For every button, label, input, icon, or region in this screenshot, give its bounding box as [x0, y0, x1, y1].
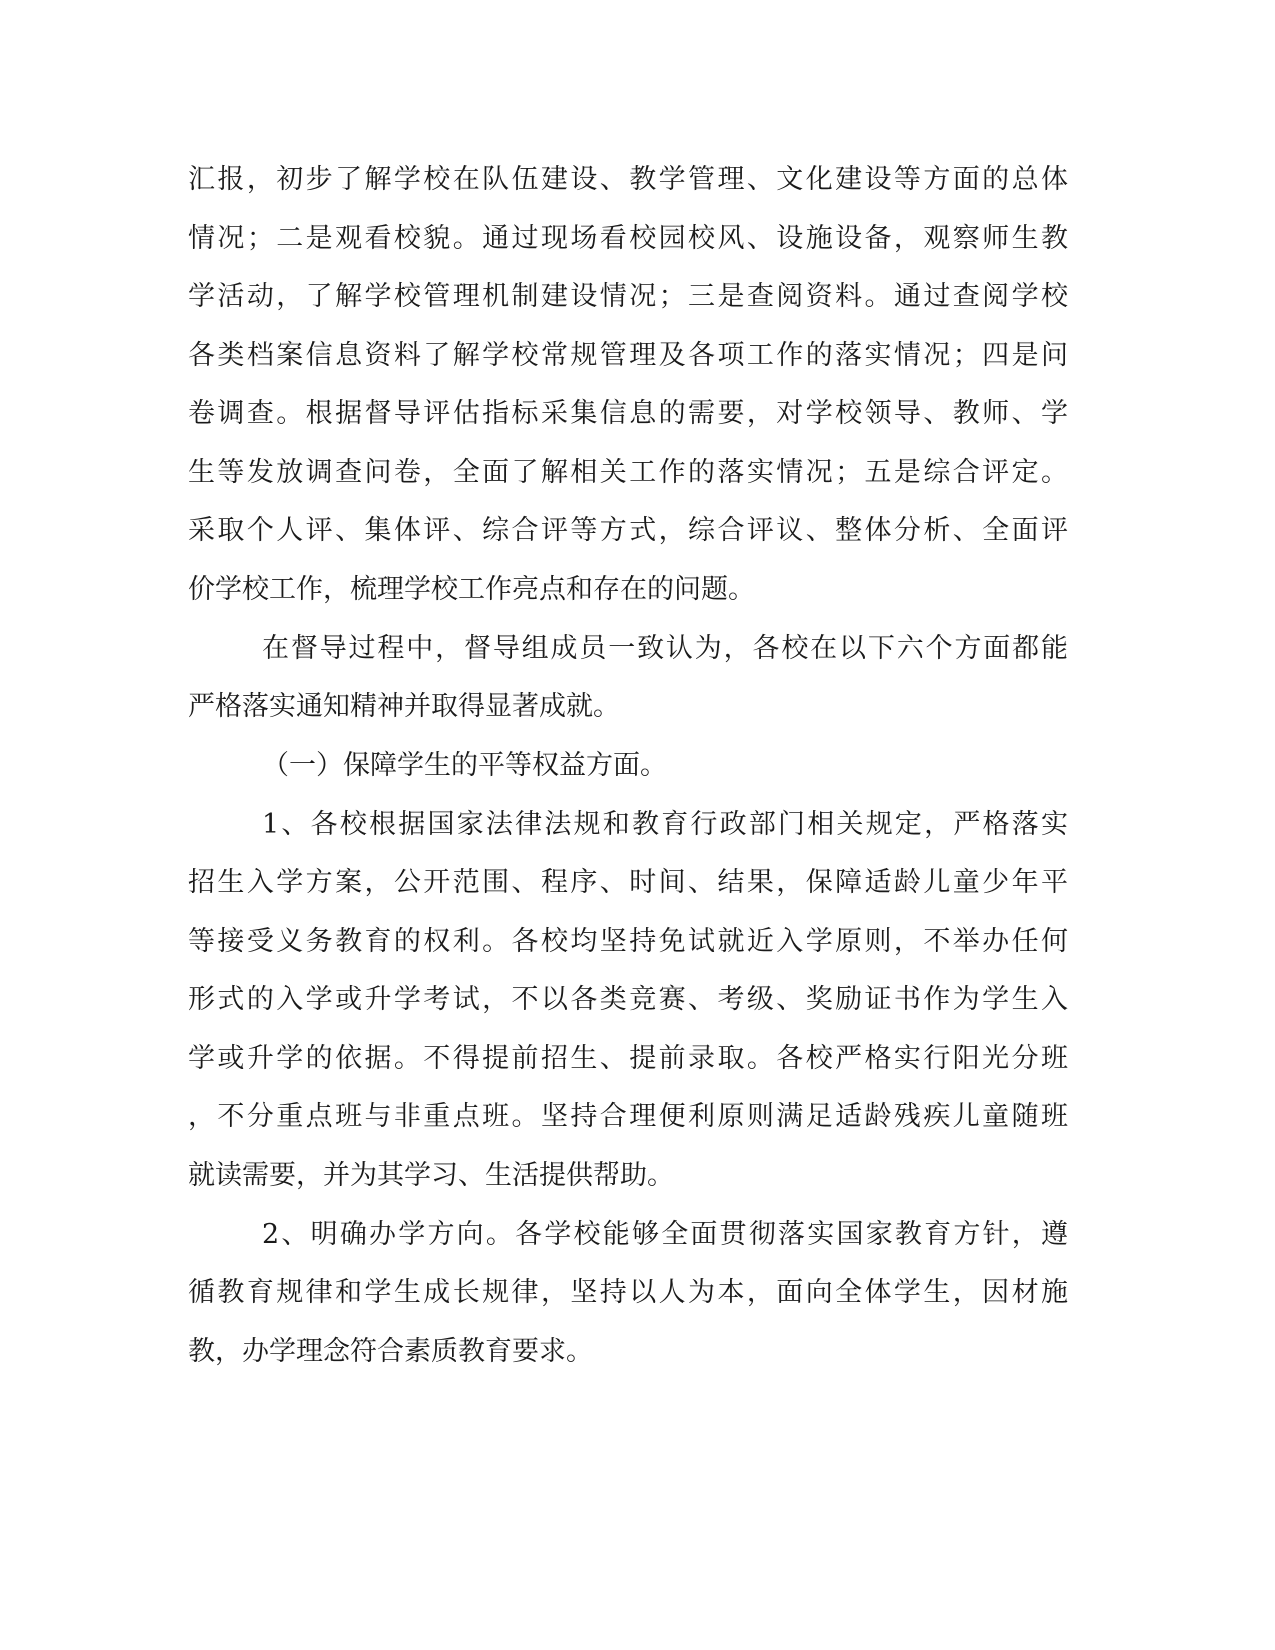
text-line-4: 各类档案信息资料了解学校常规管理及各项工作的落实情况；四是问	[188, 340, 1068, 371]
text-line-16: 学或升学的依据。不得提前招生、提前录取。各校严格实行阳光分班	[188, 1043, 1068, 1074]
text-line-9: 在督导过程中，督导组成员一致认为，各校在以下六个方面都能	[262, 633, 1068, 664]
text-line-21: 教，办学理念符合素质教育要求。	[188, 1336, 593, 1367]
section-heading-1: （一）保障学生的平等权益方面。	[262, 750, 667, 781]
text-line-13: 招生入学方案，公开范围、程序、时间、结果，保障适龄儿童少年平	[188, 867, 1068, 898]
text-line-20: 循教育规律和学生成长规律，坚持以人为本，面向全体学生，因材施	[188, 1277, 1068, 1308]
text-line-3: 学活动，了解学校管理机制建设情况；三是查阅资料。通过查阅学校	[188, 281, 1068, 312]
text-line-17: ，不分重点班与非重点班。坚持合理便利原则满足适龄残疾儿童随班	[188, 1101, 1068, 1132]
text-line-1: 汇报，初步了解学校在队伍建设、教学管理、文化建设等方面的总体	[188, 164, 1068, 195]
text-line-12: 1、各校根据国家法律法规和教育行政部门相关规定，严格落实	[262, 809, 1068, 840]
text-line-14: 等接受义务教育的权利。各校均坚持免试就近入学原则，不举办任何	[188, 926, 1068, 957]
text-line-18: 就读需要，并为其学习、生活提供帮助。	[188, 1160, 674, 1191]
text-line-6: 生等发放调查问卷，全面了解相关工作的落实情况；五是综合评定。	[188, 457, 1068, 488]
text-line-19: 2、明确办学方向。各学校能够全面贯彻落实国家教育方针，遵	[262, 1219, 1068, 1250]
text-line-5: 卷调查。根据督导评估指标采集信息的需要，对学校领导、教师、学	[188, 398, 1068, 429]
text-line-2: 情况；二是观看校貌。通过现场看校园校风、设施设备，观察师生教	[188, 223, 1068, 254]
text-line-15: 形式的入学或升学考试，不以各类竞赛、考级、奖励证书作为学生入	[188, 984, 1068, 1015]
text-line-8: 价学校工作，梳理学校工作亮点和存在的问题。	[188, 574, 755, 605]
text-line-7: 采取个人评、集体评、综合评等方式，综合评议、整体分析、全面评	[188, 515, 1068, 546]
text-line-10: 严格落实通知精神并取得显著成就。	[188, 691, 620, 722]
